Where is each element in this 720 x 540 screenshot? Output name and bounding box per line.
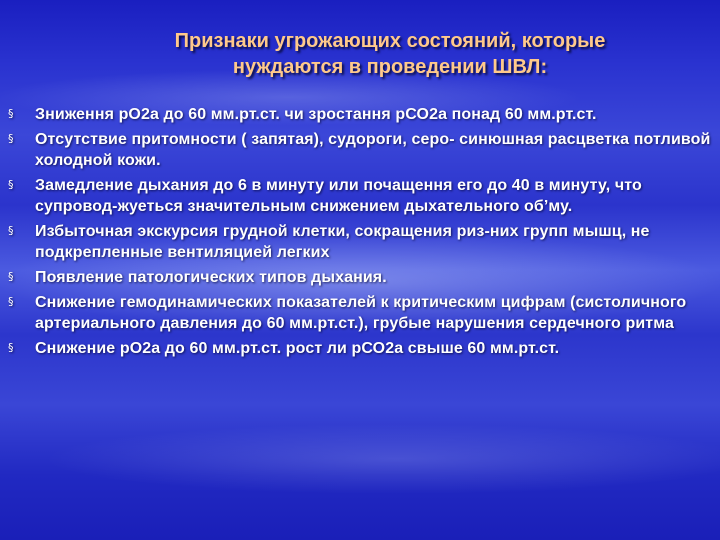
list-item <box>8 104 714 125</box>
bullet-icon: § <box>8 107 14 120</box>
list-item <box>8 267 714 288</box>
criteria-list <box>8 104 714 363</box>
list-item <box>8 338 714 359</box>
bullet-icon: § <box>8 224 14 237</box>
bullet-icon: § <box>8 132 14 145</box>
list-item-text: Замедление дыхания до 6 в минуту или почащення его до 40 в минуту, что супровод-жуеться значительным снижением дыхательного об’му. <box>35 177 642 215</box>
list-item <box>8 221 714 263</box>
bullet-icon: § <box>8 295 14 308</box>
list-item <box>8 129 714 171</box>
list-item-text: Избыточная экскурсия грудной клетки, сокращения риз-них групп мышц, не подкрепленные вентиляцией легких <box>35 223 650 261</box>
list-item <box>8 292 714 334</box>
list-item-text: Снижение гемодинамических показателей к критическим цифрам (систоличного артериального давления до 60 мм.рт.ст.), грубые нарушения сердечного ритма <box>35 294 687 332</box>
bullet-icon: § <box>8 341 14 354</box>
bullet-icon: § <box>8 178 14 191</box>
list-item-text: Зниження рО2а до 60 мм.рт.ст. чи зростання рСО2а понад 60 мм.рт.ст. <box>35 106 597 123</box>
bullet-icon: § <box>8 270 14 283</box>
list-item-text: Отсутствие притомности ( запятая), судороги, серо- синюшная расцветка потливой холодной кожи. <box>35 131 711 169</box>
slide-title-line-1: Признаки угрожающих состояний, которые <box>174 30 606 52</box>
slide-title-line-2: нуждаются в проведении ШВЛ: <box>232 56 548 78</box>
list-item <box>8 175 714 217</box>
slide-title <box>100 28 680 80</box>
list-item-text: Снижение рО2а до 60 мм.рт.ст. рост ли рСО2а свыше 60 мм.рт.ст. <box>35 340 560 357</box>
list-item-text: Появление патологических типов дыхания. <box>35 269 387 286</box>
